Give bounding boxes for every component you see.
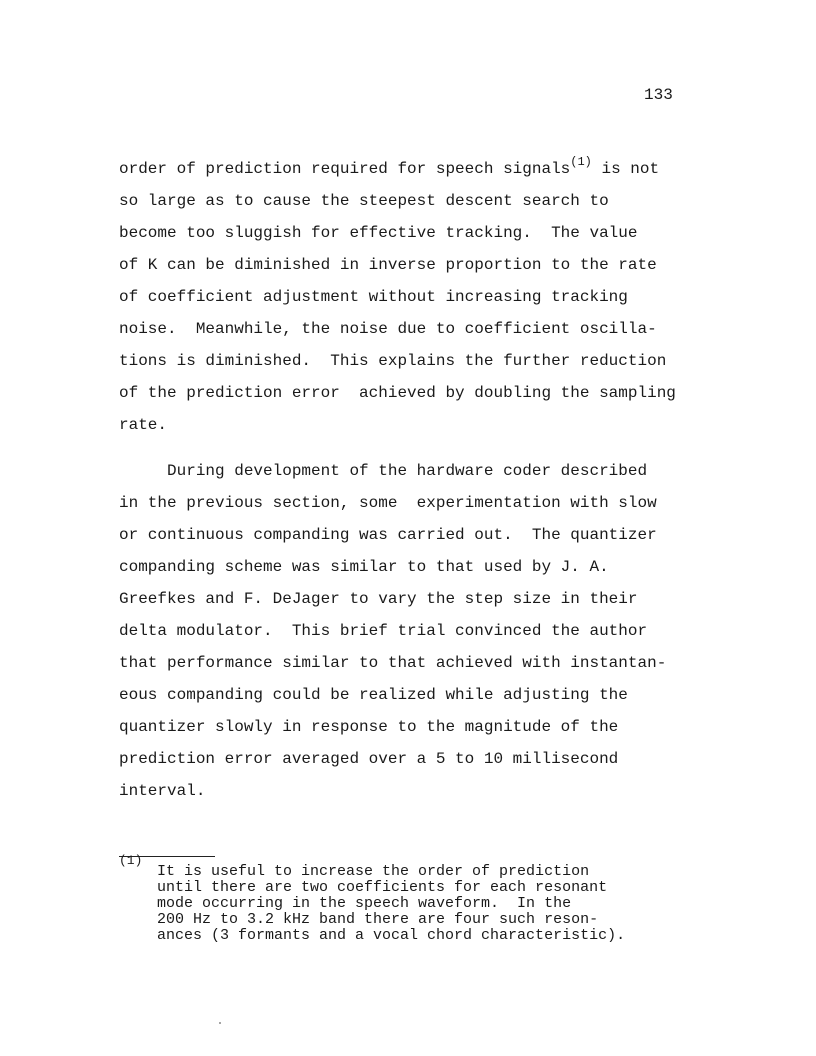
- text-line: of coefficient adjustment without increasing tracking: [119, 288, 628, 306]
- text-line: [119, 155, 660, 180]
- text-line: Greefkes and F. DeJager to vary the step size in their: [119, 590, 638, 608]
- text-span: order of prediction required for speech signals: [119, 160, 571, 178]
- text-line: delta modulator. This brief trial convinced the author: [119, 622, 648, 640]
- text-line: eous companding could be realized while adjusting the: [119, 686, 628, 704]
- text-span: is not: [591, 160, 660, 178]
- text-line: in the previous section, some experimentation with slow: [119, 494, 657, 512]
- text-line: companding scheme was similar to that used by J. A.: [119, 558, 609, 576]
- page-number: 133: [644, 86, 673, 104]
- footnote-reference: (1): [570, 155, 592, 169]
- footnote-line: mode occurring in the speech waveform. In the: [157, 895, 572, 912]
- text-line: rate.: [119, 416, 168, 434]
- text-line: so large as to cause the steepest descent search to: [119, 192, 609, 210]
- text-line: or continuous companding was carried out. The quantizer: [119, 526, 657, 544]
- text-line: become too sluggish for effective tracking. The value: [119, 224, 638, 242]
- text-line: interval.: [119, 782, 206, 800]
- text-line: prediction error averaged over a 5 to 10 millisecond: [119, 750, 619, 768]
- footnote-line: until there are two coefficients for each resonant: [157, 879, 608, 896]
- text-line: During development of the hardware coder described: [119, 462, 648, 480]
- footnote-line: ances (3 formants and a vocal chord characteristic).: [157, 927, 626, 944]
- footnote-line: It is useful to increase the order of prediction: [157, 863, 590, 880]
- scan-speck: [219, 1022, 221, 1024]
- text-line: of K can be diminished in inverse proportion to the rate: [119, 256, 657, 274]
- footnote-marker: (1): [119, 853, 143, 868]
- footnote-line: 200 Hz to 3.2 kHz band there are four such reson-: [157, 911, 599, 928]
- text-line: noise. Meanwhile, the noise due to coefficient oscilla-: [119, 320, 657, 338]
- text-line: tions is diminished. This explains the further reduction: [119, 352, 667, 370]
- text-line: quantizer slowly in response to the magnitude of the: [119, 718, 619, 736]
- text-line: that performance similar to that achieved with instantan-: [119, 654, 667, 672]
- text-line: of the prediction error achieved by doubling the sampling: [119, 384, 676, 402]
